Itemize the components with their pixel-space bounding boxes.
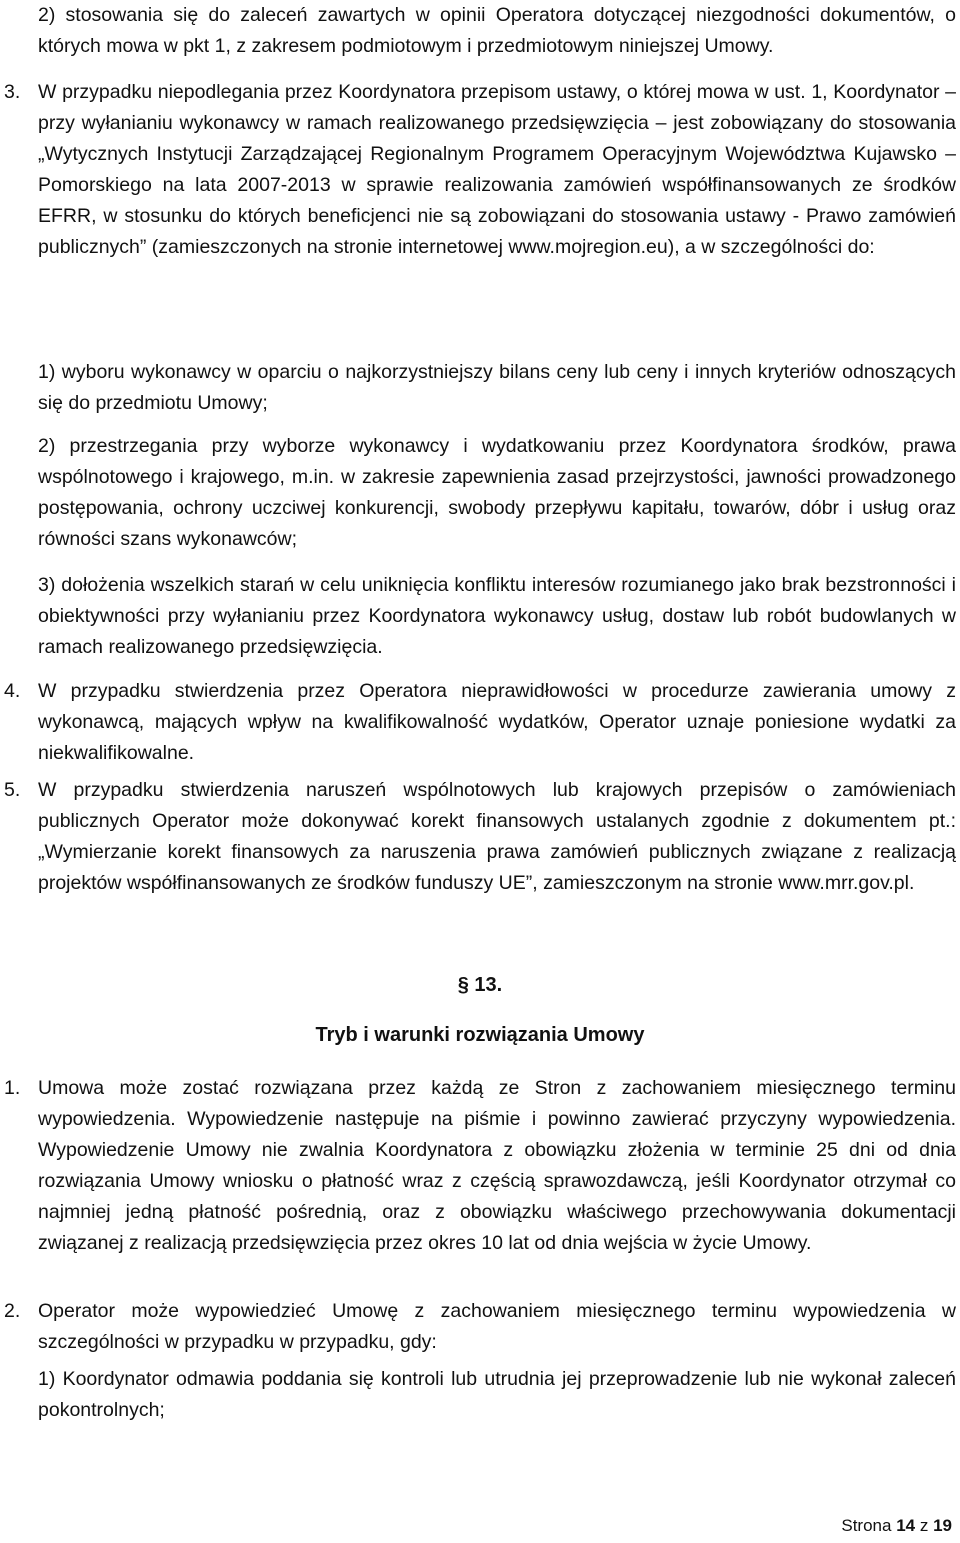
paragraph-5: W przypadku stwierdzenia naruszeń wspólnotowych lub krajowych przepisów o zamówieniach publicznych Operator może dokonywać korekt finansowych ustalanych zgodnie z dokumentem pt.: „Wymierzanie korekt finansowych za naruszenia prawa zamówień publicznych związane z realizacją projektów współfinansowanych ze środków funduszy UE”, zamieszczonym na stronie www.mrr.gov.pl. bbox=[38, 779, 956, 894]
footer-page-total: 19 bbox=[933, 1516, 952, 1535]
paragraph-s13-2: Operator może wypowiedzieć Umowę z zachowaniem miesięcznego terminu wypowiedzenia w szczególności w przypadku w przypadku, gdy: bbox=[38, 1300, 956, 1353]
paragraph-s13-1: Umowa może zostać rozwiązana przez każdą ze Stron z zachowaniem miesięcznego terminu wypowiedzenia. Wypowiedzenie następuje na piśmie i powinno zawierać przyczyny wypowiedzenia. Wypowiedzenie Umowy nie zwalnia Koordynatora z obowiązku złożenia w terminie 25 dni od dnia rozwiązania Umowy wniosku o płatność wraz z częścią sprawozdawczą, jeśli Koordynator otrzymał co najmniej jedną płatność pośrednią, oraz z obowiązku właściwego przechowywania dokumentacji związanej z realizacją przedsięwzięcia przez okres 10 lat od dnia wejścia w życie Umowy. bbox=[38, 1077, 956, 1254]
footer-separator: z bbox=[919, 1516, 929, 1535]
item-number-5: 5. bbox=[4, 779, 21, 801]
item-number-4: 4. bbox=[4, 680, 21, 702]
item-number-s13-1: 1. bbox=[4, 1077, 21, 1099]
paragraph-3-point-1: 1) wyboru wykonawcy w oparciu o najkorzystniejszy bilans ceny lub ceny i innych kryteriów odnoszących się do przedmiotu Umowy; bbox=[38, 361, 956, 414]
item-number-s13-2: 2. bbox=[4, 1300, 21, 1322]
paragraph-3: W przypadku niepodlegania przez Koordynatora przepisom ustawy, o której mowa w ust. 1, Koordynator – przy wyłanianiu wykonawcy w ramach realizowanego przedsięwzięcia – jest zobowiązany do stosowania „Wytycznych Instytucji Zarządzającej Regionalnym Programem Operacyjnym Województwa Kujawsko – Pomorskiego na lata 2007-2013 w sprawie realizowania zamówień współfinansowanych ze środków EFRR, w stosunku do których beneficjenci nie są zobowiązani do stosowania ustawy - Prawo zamówień publicznych” (zamieszczonych na stronie internetowej www.mojregion.eu), a w szczególności do: bbox=[38, 81, 956, 258]
paragraph-s13-2-point-1: 1) Koordynator odmawia poddania się kontroli lub utrudnia jej przeprowadzenie lub nie wykonał zaleceń pokontrolnych; bbox=[38, 1368, 956, 1421]
paragraph-3-point-3: 3) dołożenia wszelkich starań w celu uniknięcia konfliktu interesów rozumianego jako brak bezstronności i obiektywności przy wyłanianiu przez Koordynatora wykonawcy usług, dostaw lub robót budowlanych w ramach realizowanego przedsięwzięcia. bbox=[38, 574, 956, 658]
footer-page-number: 14 bbox=[896, 1516, 916, 1535]
page-footer bbox=[841, 1516, 952, 1536]
section-title: Tryb i warunki rozwiązania Umowy bbox=[315, 1024, 645, 1046]
paragraph-4: W przypadku stwierdzenia przez Operatora nieprawidłowości w procedurze zawierania umowy z wykonawcą, mających wpływ na kwalifikowalność wydatków, Operator uznaje poniesione wydatki za niekwalifikowalne. bbox=[38, 680, 956, 764]
section-number: § 13. bbox=[457, 974, 503, 996]
paragraph-3-point-2: 2) przestrzegania przy wyborze wykonawcy i wydatkowaniu przez Koordynatora środków, prawa wspólnotowego i krajowego, m.in. w zakresie zapewnienia zasad przejrzystości, jawności prowadzonego postępowania, ochrony uczciwej konkurencji, swobody przepływu kapitału, towarów, dóbr i usług oraz równości szans wykonawców; bbox=[38, 435, 956, 550]
footer-label: Strona bbox=[841, 1516, 892, 1535]
paragraph-2-continuation: 2) stosowania się do zaleceń zawartych w opinii Operatora dotyczącej niezgodności dokumentów, o których mowa w pkt 1, z zakresem podmiotowym i przedmiotowym niniejszej Umowy. bbox=[38, 4, 956, 57]
item-number-3: 3. bbox=[4, 81, 21, 103]
